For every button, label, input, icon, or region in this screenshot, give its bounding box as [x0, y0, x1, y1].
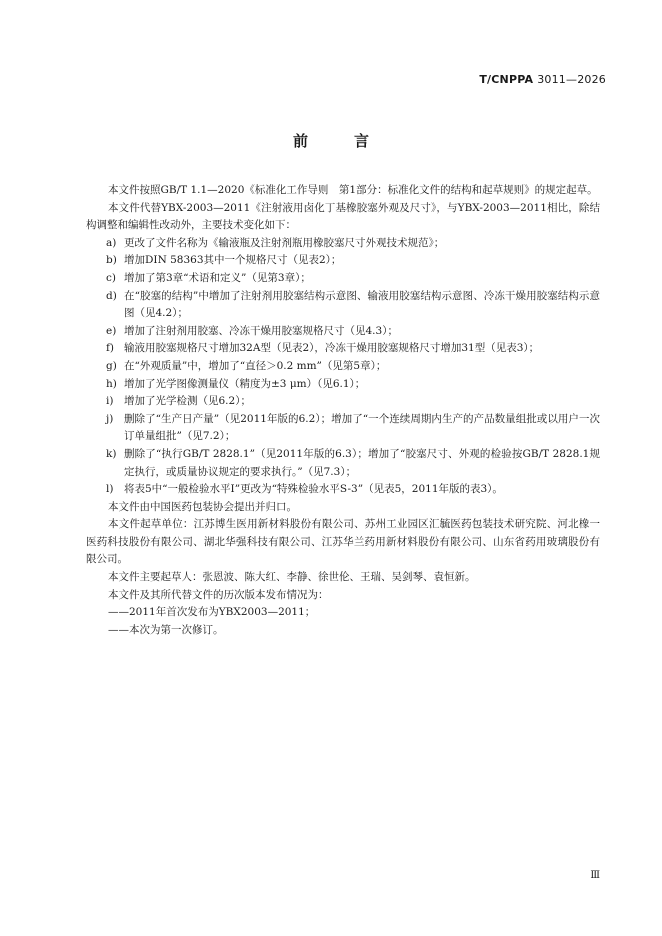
list-item: [86, 340, 600, 358]
list-item-text: 在“胶塞的结构”中增加了注射剂用胶塞结构示意图、输液用胶塞结构示意图、冷冻干燥用胶塞结构示意图（见4.2）；: [124, 289, 600, 320]
closing-paragraph: 本文件主要起草人：张恩波、陈大红、李静、徐世伦、王瑞、吴剑琴、袁恒新。: [108, 571, 476, 584]
list-item: [86, 393, 600, 411]
list-item-mark: i): [106, 395, 114, 408]
list-item: [86, 288, 600, 323]
list-item-mark: b): [106, 254, 117, 267]
document-code-number: 3011—2026: [537, 73, 606, 86]
list-item: [86, 235, 600, 253]
list-item: [86, 358, 600, 376]
list-item: [86, 252, 600, 270]
page-number: Ⅲ: [590, 870, 600, 881]
list-item-mark: k): [106, 447, 117, 460]
list-item-mark: d): [106, 289, 117, 302]
document-code: [479, 73, 606, 86]
list-item: [86, 270, 600, 288]
list-item: [86, 481, 600, 499]
list-item-text: 增加了光学图像测量仪（精度为±3 μm）（见6.1）；: [124, 377, 366, 390]
list-item-mark: g): [106, 359, 117, 372]
closing-paragraph: 本文件由中国医药包装协会提出并归口。: [108, 500, 297, 513]
page-title: 前言: [292, 132, 415, 150]
list-item-mark: c): [106, 271, 116, 284]
list-item-mark: l): [106, 483, 114, 496]
list-item-mark: h): [106, 377, 117, 390]
list-item-mark: a): [106, 236, 117, 249]
history-item: ——本次为第一次修订。: [108, 623, 224, 636]
list-item-text: 增加DIN 58363其中一个规格尺寸（见表2）；: [124, 254, 342, 267]
list-item-text: 删除了“执行GB/T 2828.1”（见2011年版的6.3）；增加了“胶塞尺寸、外观的检验按GB/T 2828.1规定执行，或质量协议规定的要求执行。”（见7.3）；: [124, 447, 600, 478]
intro-paragraph: 本文件代替YBX-2003—2011《注射液用卤化丁基橡胶塞外观及尺寸》，与YBX-2003—2011相比，除结构调整和编辑性改动外，主要技术变化如下：: [86, 201, 600, 232]
list-item-text: 增加了注射剂用胶塞、冷冻干燥用胶塞规格尺寸（见4.3）；: [124, 324, 398, 337]
list-item-mark: f): [106, 342, 114, 355]
list-item-text: 增加了光学检测（见6.2）；: [124, 395, 251, 408]
list-item-text: 删除了“生产日产量”（见2011年版的6.2）；增加了“一个连续周期内生产的产品数量组批或以用户一次订单量组批”（见7.2）；: [124, 412, 600, 443]
closing-paragraph: 本文件及其所代替文件的历次版本发布情况为：: [108, 588, 329, 601]
history-item: ——2011年首次发布为YBX2003—2011；: [108, 606, 316, 619]
document-code-prefix: T/CNPPA: [479, 73, 534, 86]
list-item-mark: e): [106, 324, 117, 337]
list-item-text: 增加了第3章“术语和定义”（见第3章）；: [124, 271, 311, 284]
foreword-body: [86, 182, 600, 639]
list-item-text: 将表5中“一般检验水平Ⅰ”更改为“特殊检验水平S-3”（见表5，2011年版的表3）。: [124, 483, 503, 496]
list-item: [86, 323, 600, 341]
closing-paragraph: 本文件起草单位：江苏博生医用新材料股份有限公司、苏州工业园区汇毓医药包装技术研究院、河北橡一医药科技股份有限公司、湖北华强科技有限公司、江苏华兰药用新材料股份有限公司、山东省药用玻璃股份有限公司。: [86, 518, 600, 566]
change-list: [86, 235, 600, 499]
list-item-text: 在“外观质量”中，增加了“直径＞0.2 mm”（见第5章）；: [124, 359, 387, 372]
list-item: [86, 376, 600, 394]
intro-paragraph: 本文件按照GB/T 1.1—2020《标准化工作导则 第1部分：标准化文件的结构和起草规则》的规定起草。: [108, 184, 598, 196]
list-item: [86, 446, 600, 481]
list-item-text: 更改了文件名称为《输液瓶及注射剂瓶用橡胶塞尺寸外观技术规范》；: [124, 236, 445, 249]
list-item-mark: j): [106, 412, 114, 425]
list-item: [86, 411, 600, 446]
list-item-text: 输液用胶塞规格尺寸增加32A型（见表2），冷冻干燥用胶塞规格尺寸增加31型（见表3）；: [124, 342, 540, 355]
